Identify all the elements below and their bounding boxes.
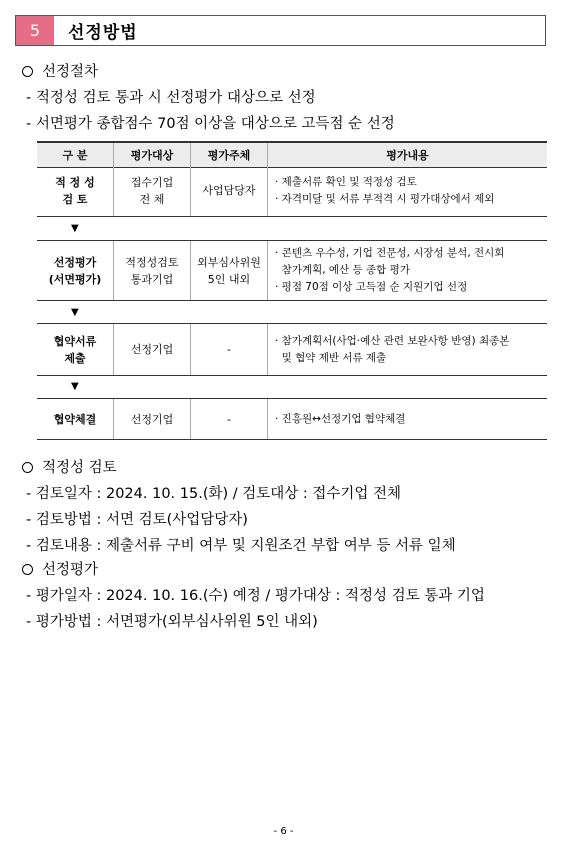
procedure-bullet: - 서면평가 종합점수 70점 이상을 대상으로 고득점 순 선정 — [26, 116, 395, 132]
stage-label: 제출 — [64, 351, 86, 365]
content-line: · 제출서류 확인 및 적정성 검토 — [275, 175, 417, 188]
table-header-row — [37, 141, 547, 168]
content-line: · 참가계획서(사업·예산 관련 보완사항 반영) 최종본 — [275, 334, 510, 347]
circle-bullet-icon — [22, 66, 33, 77]
down-arrow-icon: ▼ — [71, 223, 79, 234]
content-line: 및 협약 제반 서류 제출 — [275, 351, 387, 364]
table-row — [37, 398, 547, 440]
agent-label: - — [227, 343, 231, 356]
procedure-bullet: - 적정성 검토 통과 시 선정평가 대상으로 선정 — [26, 90, 316, 106]
target-label: 선정기업 — [130, 343, 174, 356]
content-line: · 평점 70점 이상 고득점 순 지원기업 선정 — [275, 281, 468, 293]
content-line: · 콘텐츠 우수성, 기업 전문성, 시장성 분석, 전시회 — [275, 247, 505, 259]
agent-label: - — [227, 412, 231, 426]
circle-bullet-icon — [22, 564, 33, 575]
procedure-heading: 선정절차 — [22, 60, 98, 81]
section-number: 5 — [16, 16, 54, 45]
content-line: · 자격미달 및 서류 부적격 시 평가대상에서 제외 — [275, 192, 495, 205]
target-label: 적정성검토 — [125, 255, 179, 269]
section-title: 선정방법 — [68, 23, 138, 43]
table-row — [37, 323, 547, 376]
evaluation-bullet: - 평가방법 : 서면평가(외부심사위원 5인 내외) — [26, 614, 318, 630]
stage-label: 협약서류 — [53, 334, 97, 348]
agent-label: 외부심사위원 — [197, 255, 261, 269]
target-label: 전 체 — [139, 192, 165, 206]
content-line: · 진흥원↔선정기업 협약체결 — [275, 412, 406, 425]
stage-label: 선정평가 — [53, 255, 97, 269]
target-label: 접수기업 — [130, 175, 174, 189]
target-label: 선정기업 — [130, 412, 174, 426]
section-header — [15, 15, 546, 46]
page-number: - 6 - — [273, 826, 294, 837]
down-arrow-icon: ▼ — [71, 381, 79, 392]
table-row — [37, 165, 547, 217]
agent-label: 5인 내외 — [207, 272, 251, 286]
table-row — [37, 240, 547, 301]
target-label: 통과기업 — [130, 272, 174, 286]
circle-bullet-icon — [22, 462, 33, 473]
review-heading: 적정성 검토 — [22, 456, 117, 477]
review-bullet: - 검토방법 : 서면 검토(사업담당자) — [26, 512, 248, 528]
content-line: 참가계획, 예산 등 종합 평가 — [275, 264, 410, 276]
stage-label: (서면평가) — [48, 272, 102, 286]
stage-label: 검 토 — [62, 192, 88, 206]
header-agent: 평가주체 — [191, 143, 268, 167]
review-bullet: - 검토일자 : 2024. 10. 15.(화) / 검토대상 : 접수기업 전체 — [26, 486, 402, 502]
evaluation-heading: 선정평가 — [22, 558, 98, 579]
stage-label: 적 정 성 — [55, 175, 95, 189]
header-target: 평가대상 — [114, 143, 191, 167]
header-content: 평가내용 — [386, 148, 429, 162]
header-stage: 구 분 — [37, 143, 114, 167]
stage-label: 협약체결 — [53, 412, 97, 426]
agent-label: 사업담당자 — [202, 184, 256, 197]
review-bullet: - 검토내용 : 제출서류 구비 여부 및 지원조건 부합 여부 등 서류 일체 — [26, 538, 456, 554]
down-arrow-icon: ▼ — [71, 307, 79, 318]
evaluation-bullet: - 평가일자 : 2024. 10. 16.(수) 예정 / 평가대상 : 적정성 검토 통과 기업 — [26, 588, 485, 604]
